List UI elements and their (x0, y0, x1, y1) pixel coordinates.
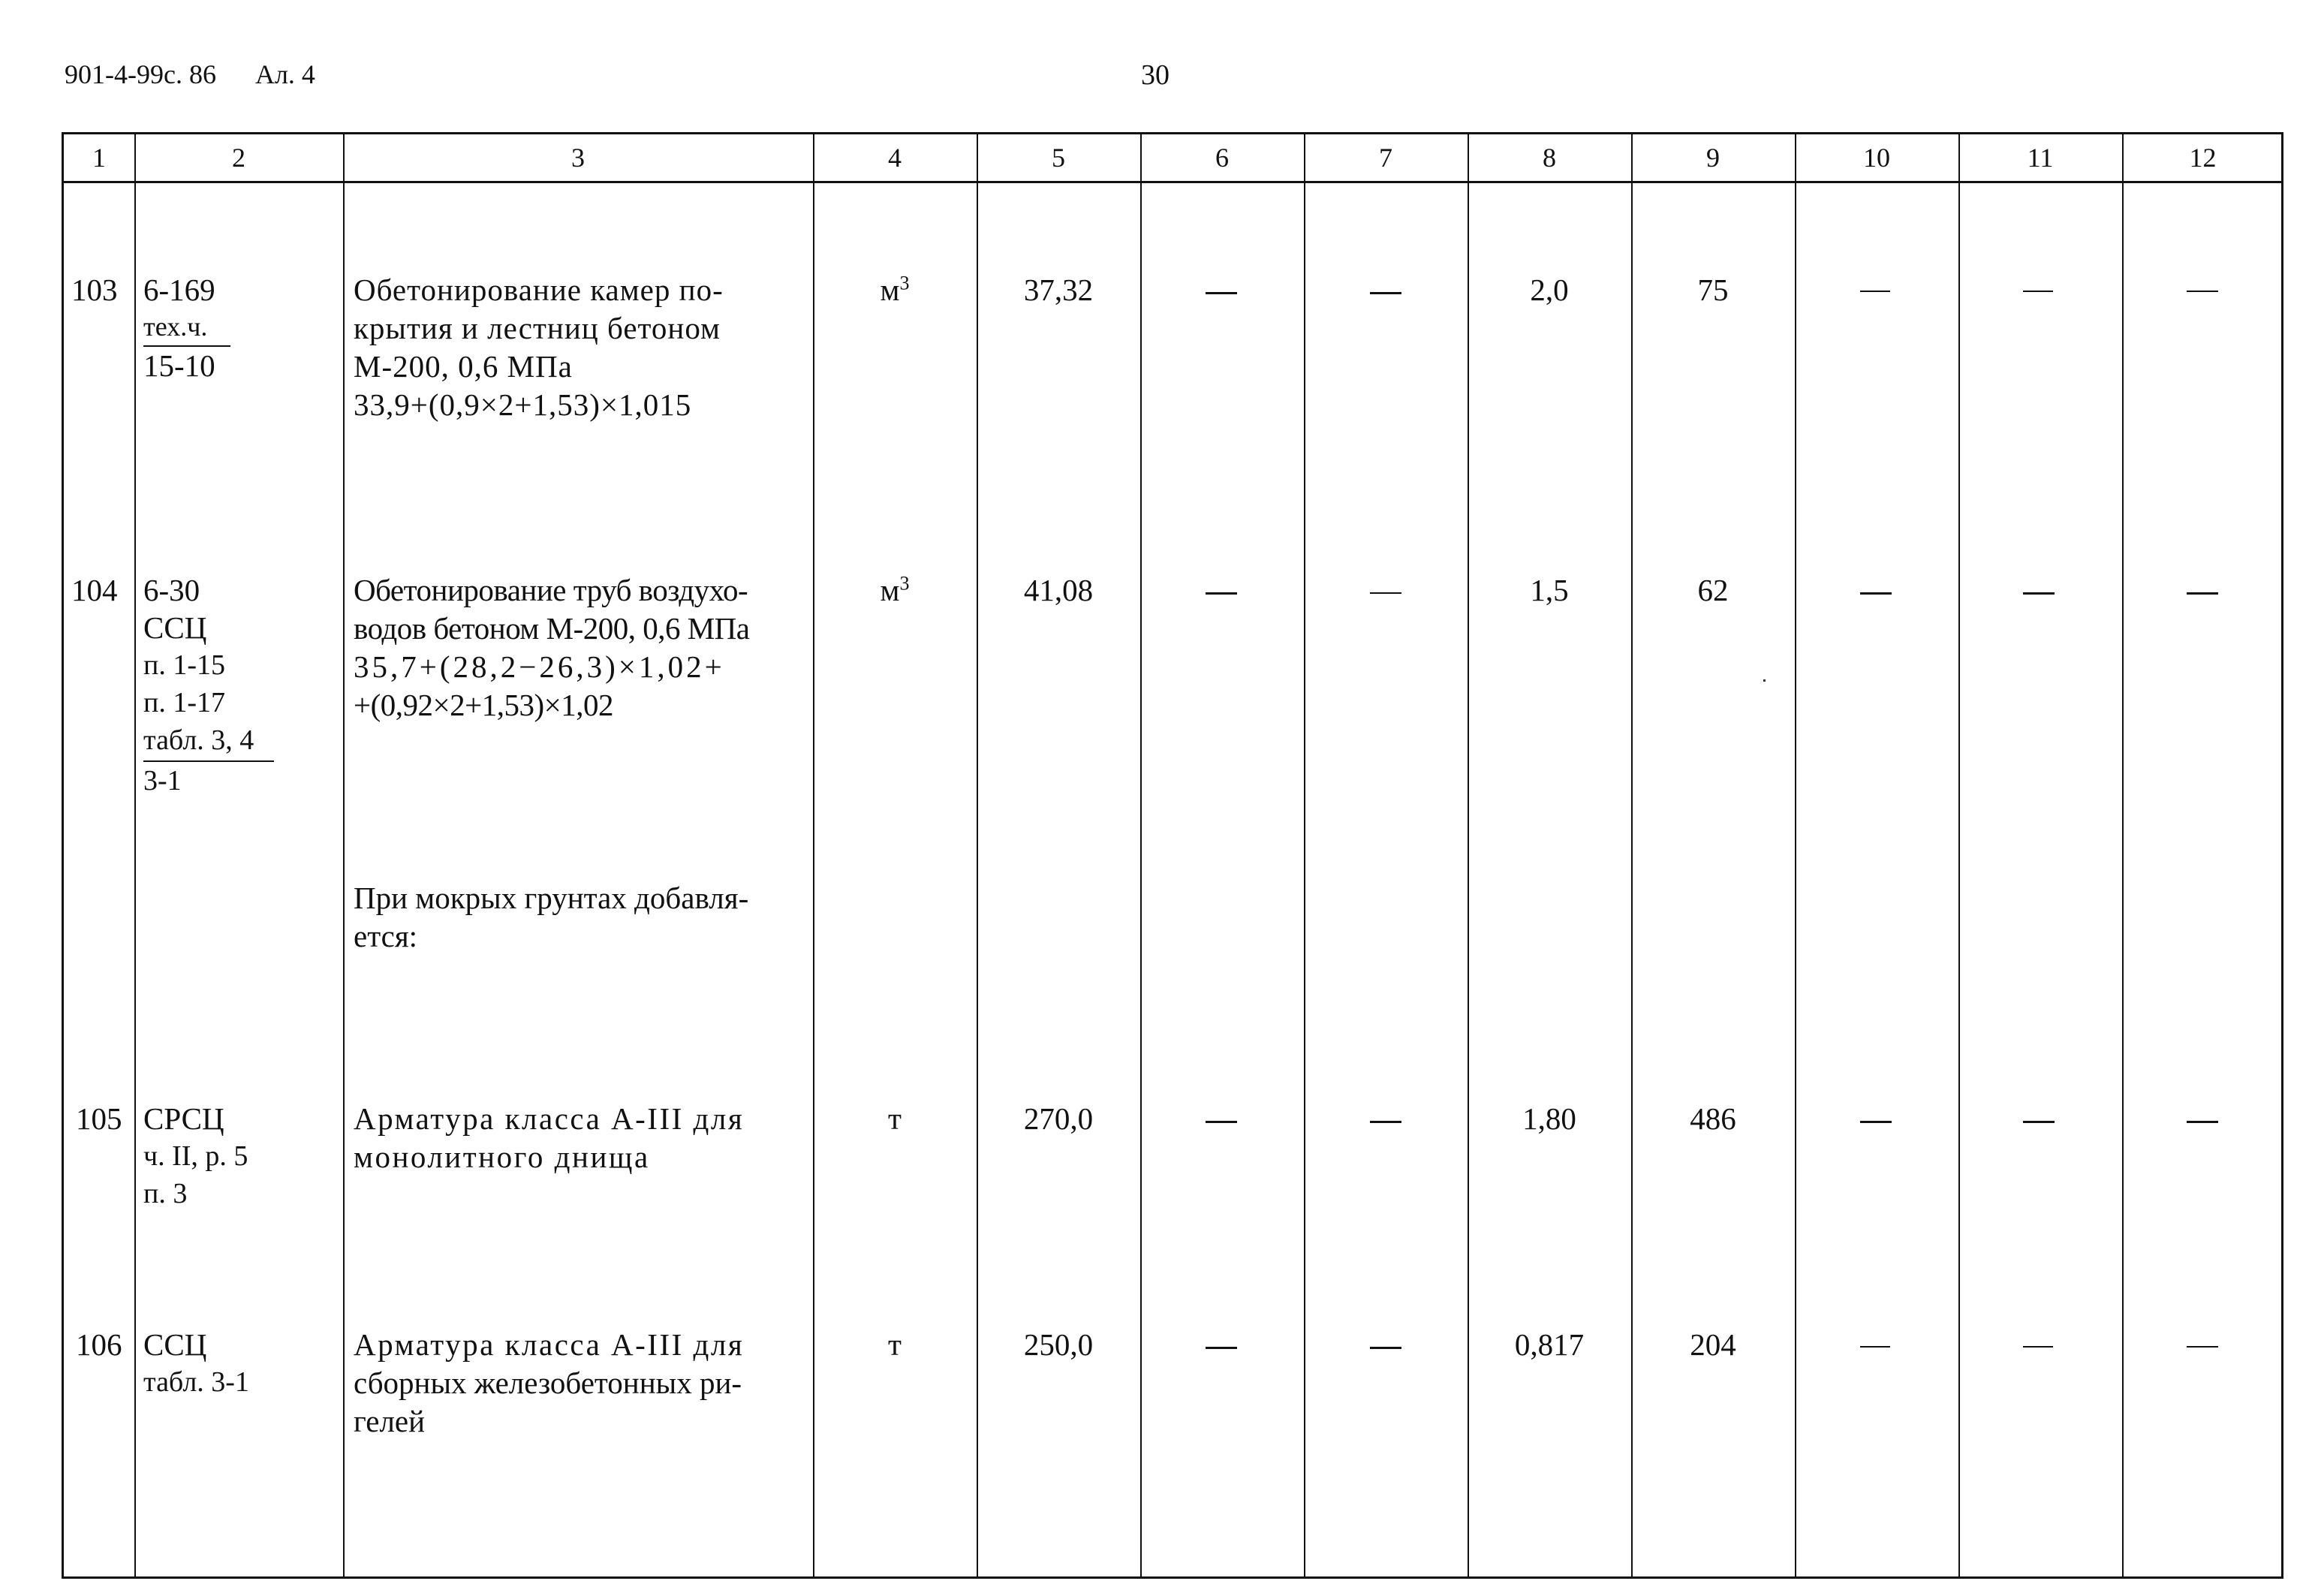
rate-value: 1,80 (1522, 1101, 1576, 1136)
empty-dash (2187, 291, 2218, 292)
rate-value: 2,0 (1530, 273, 1569, 307)
rate-value: 0,817 (1514, 1327, 1585, 1362)
row-number: 106 (76, 1327, 122, 1362)
norm-reference: ССЦ табл. 3-1 (143, 1327, 249, 1398)
unit: т (888, 1101, 902, 1136)
work-description: Арматура класса А-III для сборных железобетонных ри- гелей (354, 1327, 745, 1438)
page-number: 30 (1141, 59, 1170, 91)
norm-reference: 6-169 тех.ч. 15-10 (143, 271, 230, 385)
quantity: 37,32 (1023, 273, 1094, 307)
row-number: 105 (76, 1101, 122, 1136)
empty-dash (1206, 1347, 1237, 1349)
quantity: 250,0 (1023, 1327, 1094, 1362)
row-number: 103 (71, 273, 118, 307)
empty-dash (2023, 1346, 2053, 1348)
empty-dash (1860, 592, 1892, 595)
empty-dash (2023, 1121, 2055, 1123)
rate-value: 1,5 (1530, 573, 1569, 607)
empty-dash (1860, 1121, 1892, 1123)
document-code-header (65, 59, 315, 90)
unit: $м^3$ (880, 572, 910, 607)
header-divider (64, 181, 2281, 183)
work-description: Обетонирование труб воздухо- водов бетоном М-200, 0,6 МПа 35,7+(28,2−26,3)×1,02+ +(0,92×2+1,53)×1,02 (354, 573, 750, 722)
empty-dash (2023, 291, 2053, 292)
empty-dash (2187, 592, 2218, 595)
doc-code: 901-4-99с. 86 (65, 59, 216, 89)
cost-value: 75 (1697, 273, 1729, 307)
column-header-4: 4 (888, 143, 902, 173)
cost-value: 62 (1697, 573, 1729, 607)
work-description: Обетонирование камер по- крытия и лестниц бетоном М-200, 0,6 МПа 33,9+(0,9×2+1,53)×1,015 (354, 273, 724, 422)
quantity: 270,0 (1023, 1101, 1094, 1136)
empty-dash (1370, 1347, 1401, 1349)
work-description: Арматура класса А-III для монолитного днища (354, 1101, 745, 1174)
column-header-12: 12 (2189, 143, 2217, 173)
quantity: 41,08 (1023, 573, 1094, 607)
empty-dash (1370, 292, 1401, 294)
column-header-7: 7 (1379, 143, 1392, 173)
column-header-11: 11 (2027, 143, 2054, 173)
album-label: Ал. 4 (254, 59, 315, 89)
unit: $м^3$ (880, 272, 910, 307)
column-header-2: 2 (232, 143, 245, 173)
norm-reference: СРСЦ ч. II, р. 5 п. 3 (143, 1101, 248, 1209)
empty-dash (1206, 592, 1237, 595)
empty-dash (1860, 291, 1890, 292)
column-header-3: 3 (571, 143, 585, 173)
norm-reference: 6-30 ССЦ п. 1-15 п. 1-17 табл. 3, 4 3-1 (143, 571, 274, 800)
column-header-10: 10 (1863, 143, 1890, 173)
cost-value: 486 (1690, 1101, 1736, 1136)
column-header-6: 6 (1215, 143, 1229, 173)
empty-dash (1860, 1346, 1890, 1348)
column-header-9: 9 (1706, 143, 1720, 173)
empty-dash (2023, 592, 2055, 595)
empty-dash (1370, 1121, 1401, 1123)
empty-dash (2187, 1121, 2218, 1123)
unit: т (888, 1327, 902, 1362)
cost-value: 204 (1690, 1327, 1736, 1362)
empty-dash (1206, 1121, 1237, 1123)
empty-dash (1370, 592, 1401, 594)
row-number: 104 (71, 573, 118, 607)
column-header-8: 8 (1543, 143, 1556, 173)
empty-dash (2187, 1346, 2218, 1348)
column-header-1: 1 (92, 143, 106, 173)
estimate-table (62, 132, 2283, 1579)
column-header-5: 5 (1052, 143, 1065, 173)
empty-dash (1206, 292, 1237, 294)
wet-soil-note: При мокрых грунтах добавля- ется: (354, 881, 749, 953)
